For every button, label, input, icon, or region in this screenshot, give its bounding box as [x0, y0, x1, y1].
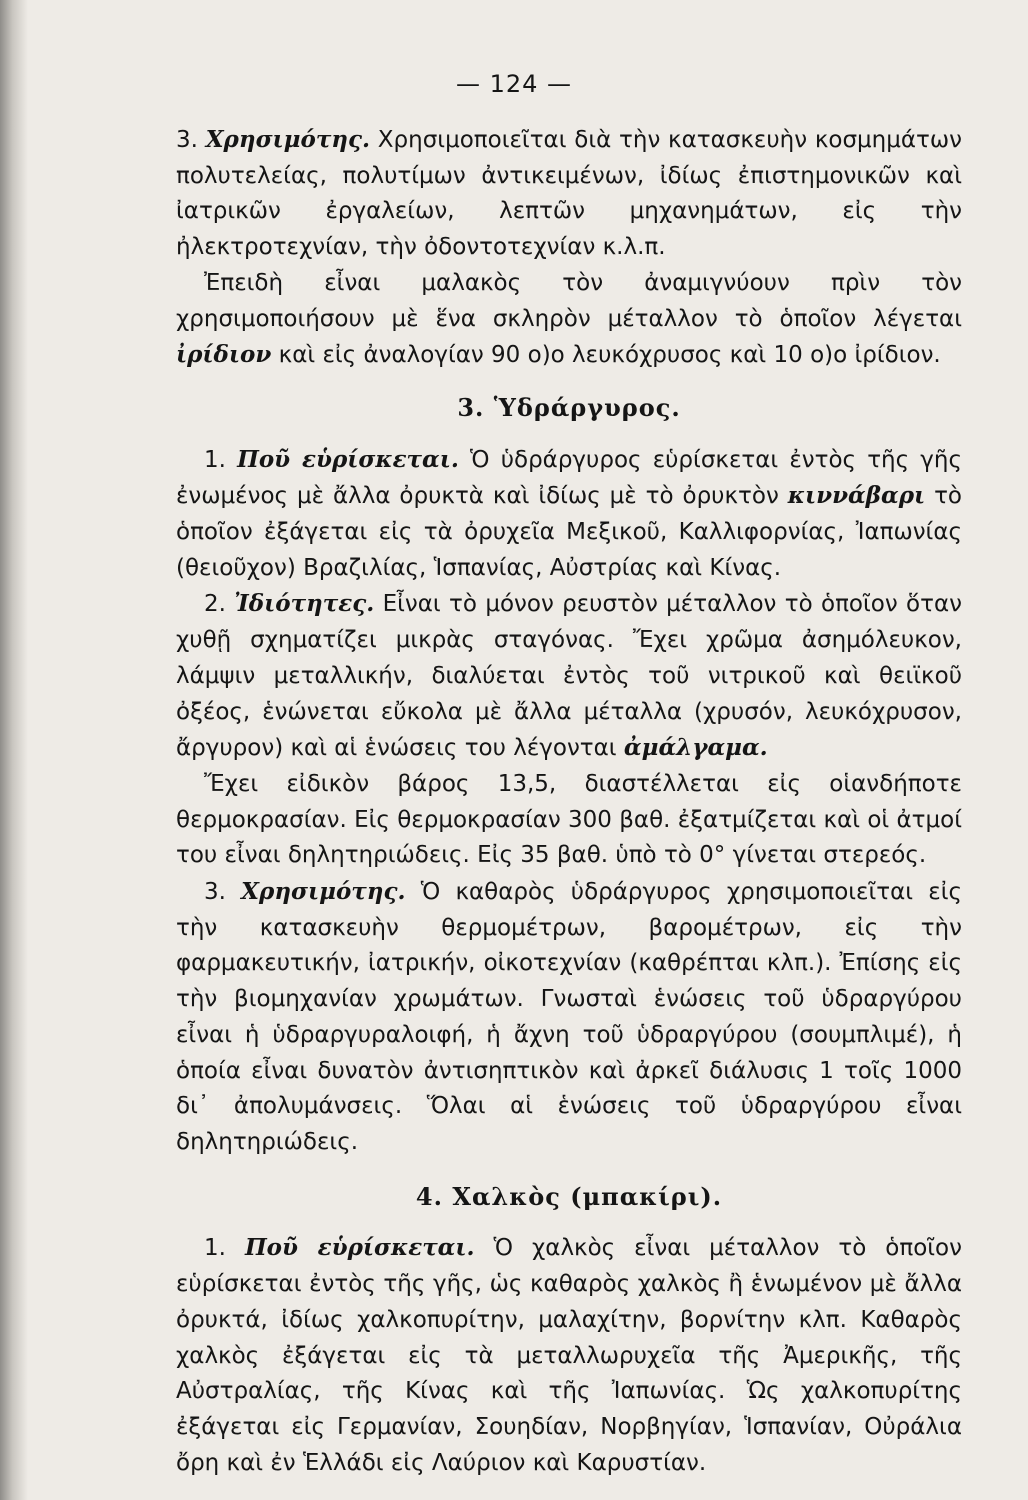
term-iridium: ἰρίδιον: [176, 341, 272, 369]
section-heading-copper: 4. Χαλκὸς (μπακίρι).: [415, 1181, 723, 1211]
subheading-where-found-copper: Ποῦ εὑρίσκεται.: [244, 1234, 475, 1262]
term-cinnabar: κιννάβαρι: [787, 482, 926, 510]
page-body: [176, 122, 962, 1481]
subheading-where-found: Ποῦ εὑρίσκεται.: [237, 445, 459, 473]
paragraph-copper-where: 1. Ποῦ εὑρίσκεται. Ὁ χαλκὸς εἶναι μέταλλον τὸ ὁποῖον εὑρίσκεται ἐντὸς τῆς γῆς, ὡς καθαρὸς χαλκὸς ἢ ἑνωμένον μὲ ἄλλα ὀρυκτά, ἰδίως χαλκοπυρίτην, μαλαχίτην, βορνίτην κλπ. Καθαρὸς χαλκὸς ἐξάγεται εἰς τὰ μεταλλωρυχεῖα τῆς Ἀμερικῆς, τῆς Αὐστραλίας, τῆς Κίνας καὶ τῆς Ἰαπωνίας. Ὡς χαλκοπυρίτης ἐξάγεται εἰς Γερμανίαν, Σουηδίαν, Νορβηγίαν, Ἱσπανίαν, Οὐράλια ὄρη καὶ ἐν Ἑλλάδι εἰς Λαύριον καὶ Καρυστίαν.: [176, 1234, 962, 1476]
gold-alloy-text: Ἐπειδὴ εἶναι μαλακὸς τὸν ἀναμιγνύουν πρὶν τὸν χρησιμοποιήσουν μὲ ἕνα σκληρὸν μέταλλον τὸ ὁποῖον λέγεται: [176, 269, 962, 332]
mercury-where-text: Ὁ ὑδράργυρος εὑρίσκεται ἐντὸς τῆς γῆς ἐνωμένος μὲ ἄλλα ὀρυκτὰ καὶ ἰδίως μὲ τὸ ὀρυκτὸν: [176, 446, 962, 510]
mercury-properties-text: Εἶναι τὸ μόνον ρευστὸν μέταλλον τὸ ὁποῖον ὅταν χυθῇ σχηματίζει μικρὰς σταγόνας. Ἔχει χρῶμα ἀσημόλευκον, λάμψιν μεταλλικήν, διαλύεται ἐντὸς τοῦ νιτρικοῦ καὶ θειϊκοῦ ὀξέος, ἑνώνεται εὔκολα μὲ ἄλλα μέταλλα (χρυσόν, λευκόχρυσον, ἄργυρον) καὶ αἱ ἑνώσεις του λέγονται: [176, 591, 962, 762]
gold-alloy-tail: καὶ εἰς ἀναλογίαν 90 ο)ο λευκόχρυσος καὶ 10 ο)ο ἰρίδιον.: [271, 342, 941, 369]
copper-where-text: Ὁ χαλκὸς εἶναι μέταλλον τὸ ὁποῖον εὑρίσκεται ἐντὸς τῆς γῆς, ὡς καθαρὸς χαλκὸς ἢ ἑνωμένον μὲ ἄλλα ὀρυκτά, ἰδίως χαλκοπυρίτην, μαλαχίτην, βορνίτην κλπ. Καθαρὸς χαλκὸς ἐξάγεται εἰς τὰ μεταλλωρυχεῖα τῆς Ἀμερικῆς, τῆς Αὐστραλίας, τῆς Κίνας καὶ τῆς Ἰαπωνίας. Ὡς χαλκοπυρίτης ἐξάγεται εἰς Γερμανίαν, Σουηδίαν, Νορβηγίαν, Ἱσπανίαν, Οὐράλια ὄρη καὶ ἐν Ἑλλάδι εἰς Λαύριον καὶ Καρυστίαν.: [176, 1235, 962, 1476]
mercury-usage-text: Ὁ καθαρὸς ὑδράργυρος χρησιμοποιεῖται εἰς τὴν κατασκευὴν θερμομέτρων, βαρομέτρων, εἰς τὴν φαρμακευτικήν, ἰατρικήν, οἰκοτεχνίαν (καθρέπται κλπ.). Ἐπίσης εἰς τὴν βιομηχανίαν χρωμάτων. Γνωσταὶ ἑνώσεις τοῦ ὑδραργύρου εἶναι ἡ ὑδραργυραλοιφή, ἡ ἄχνη τοῦ ὑδραργύρου (σουμπλιμέ), ἡ ὁποία εἶναι δυνατὸν ἀντισηπτικὸν καὶ ἀρκεῖ διάλυσις 1 τοῖς 1000 δι᾿ ἀπολυμάνσεις. Ὅλαι αἱ ἑνώσεις τοῦ ὑδραργύρου εἶναι δηλητηριώδεις.: [176, 879, 962, 1155]
term-amalgam: ἀμάλγαμα.: [623, 734, 768, 762]
paragraph-mercury-properties-2: Ἔχει εἰδικὸν βάρος 13,5, διαστέλλεται εἰς οἱανδήποτε θερμοκρασίαν. Εἰς θερμοκρασίαν 300 βαθ. ἐξατμίζεται καὶ οἱ ἀτμοί του εἶναι δηλητηριώδεις. Εἰς 35 βαθ. ὑπὸ τὸ 0° γίνεται στερεός.: [176, 770, 962, 869]
section-heading-mercury: 3. Ὑδράργυρος.: [457, 392, 681, 422]
paragraph-mercury-usage: 3. Χρησιμότης. Ὁ καθαρὸς ὑδράργυρος χρησιμοποιεῖται εἰς τὴν κατασκευὴν θερμομέτρων, βαρομέτρων, εἰς τὴν φαρμακευτικήν, ἰατρικήν, οἰκοτεχνίαν (καθρέπται κλπ.). Ἐπίσης εἰς τὴν βιομηχανίαν χρωμάτων. Γνωσταὶ ἑνώσεις τοῦ ὑδραργύρου εἶναι ἡ ὑδραργυραλοιφή, ἡ ἄχνη τοῦ ὑδραργύρου (σουμπλιμέ), ἡ ὁποία εἶναι δυνατὸν ἀντισηπτικὸν καὶ ἀρκεῖ διάλυσις 1 τοῖς 1000 δι᾿ ἀπολυμάνσεις. Ὅλαι αἱ ἑνώσεις τοῦ ὑδραργύρου εἶναι δηλητηριώδεις.: [176, 878, 962, 1155]
page-number: — 124 —: [455, 70, 573, 98]
paragraph-mercury-properties: 2. Ἰδιότητες. Εἶναι τὸ μόνον ρευστὸν μέταλλον τὸ ὁποῖον ὅταν χυθῇ σχηματίζει μικρὰς σταγόνας. Ἔχει χρῶμα ἀσημόλευκον, λάμψιν μεταλλικήν, διαλύεται ἐντὸς τοῦ νιτρικοῦ καὶ θειϊκοῦ ὀξέος, ἑνώνεται εὔκολα μὲ ἄλλα μέταλλα (χρυσόν, λευκόχρυσον, ἄργυρον) καὶ αἱ ἑνώσεις του λέγονται ἀμάλγαμα.: [176, 590, 962, 762]
subheading-properties: Ἰδιότητες.: [234, 590, 375, 618]
subheading-usage-mercury: Χρησιμότης.: [241, 878, 406, 906]
subheading-usage: Χρησιμότης.: [205, 126, 371, 153]
gold-usage-text: Χρησιμοποιεῖται διὰ τὴν κατασκευὴν κοσμημάτων πολυτελείας, πολυτίμων ἀντικειμένων, ἰδίως ἐπιστημονικῶν καὶ ἰατρικῶν ἐργαλείων, λεπτῶν μηχανημάτων, εἰς τὴν ἠλεκτροτεχνίαν, τὴν ὀδοντοτεχνίαν κ.λ.π.: [176, 127, 962, 261]
paragraph-mercury-where: 1. Ποῦ εὑρίσκεται. Ὁ ὑδράργυρος εὑρίσκεται ἐντὸς τῆς γῆς ἐνωμένος μὲ ἄλλα ὀρυκτὰ καὶ ἰδίως μὲ τὸ ὀρυκτὸν κιννάβαρι τὸ ὁποῖον ἐξάγεται εἰς τὰ ὀρυχεῖα Μεξικοῦ, Καλλιφορνίας, Ἰαπωνίας (θειοῦχον) Βραζιλίας, Ἱσπανίας, Αὐστρίας καὶ Κίνας.: [176, 445, 962, 581]
paragraph-gold-alloy: [176, 266, 962, 374]
paragraph-gold-usage: 3. Χρησιμότης. Χρησιμοποιεῖται διὰ τὴν κατασκευὴν κοσμημάτων πολυτελείας, πολυτίμων ἀντικειμένων, ἰδίως ἐπιστημονικῶν καὶ ἰατρικῶν ἐργαλείων, λεπτῶν μηχανημάτων, εἰς τὴν ἠλεκτροτεχνίαν, τὴν ὀδοντοτεχνίαν κ.λ.π.: [176, 126, 962, 261]
binding-shadow: [0, 0, 28, 1500]
mercury-where-text-b: τὸ ὁποῖον ἐξάγεται εἰς τὰ ὀρυχεῖα Μεξικοῦ, Καλλιφορνίας, Ἰαπωνίας (θειοῦχον) Βραζιλίας, Ἱσπανίας, Αὐστρίας καὶ Κίνας.: [176, 483, 962, 581]
